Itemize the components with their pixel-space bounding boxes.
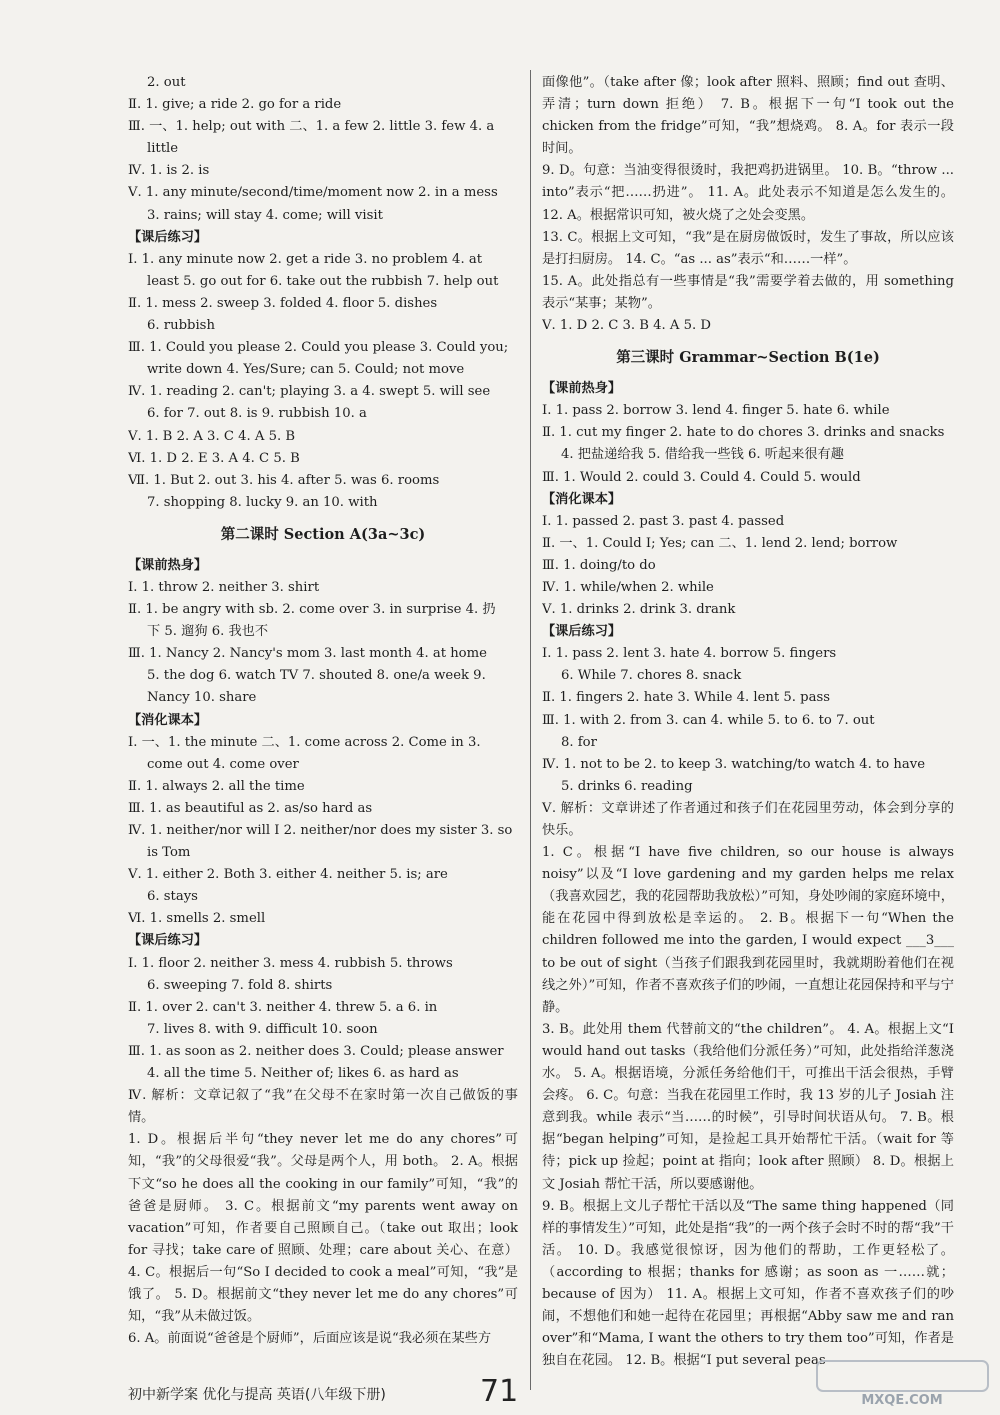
answer-line: Ⅱ. 1. cut my finger 2. hate to do chores 3. drinks and snacks: [542, 425, 945, 441]
answer-line: Ⅲ. 1. as soon as 2. neither does 3. Could; please answer: [128, 1043, 504, 1059]
answer-line: Ⅰ. 1. floor 2. neither 3. mess 4. rubbish 5. throws: [128, 955, 453, 971]
answer-line: 下 5. 遛狗 6. 我也不: [147, 624, 269, 640]
answer-line: Ⅴ. 1. either 2. Both 3. either 4. neither 5. is; are: [128, 867, 448, 883]
answer-line: Ⅱ. 1. give; a ride 2. go for a ride: [128, 97, 342, 113]
answer-paragraph: 6. A。前面说“爸爸是个厨师”，后面应该是说“我必须在某些方: [128, 1331, 492, 1347]
answer-paragraph: Ⅳ. 解析：文章记叙了“我”在父母不在家时第一次自己做饭的事情。: [128, 1088, 518, 1126]
answer-line: is Tom: [147, 845, 191, 861]
answer-line: 3. rains; will stay 4. come; will visit: [147, 207, 383, 223]
answer-paragraph: 13. C。根据上文可知，“我”是在厨房做饭时，发生了事故，所以应该是打扫厨房。 14. C。“as ... as”表示“和……一样”。: [542, 229, 954, 267]
answer-line: Ⅰ. 1. any minute now 2. get a ride 3. no problem 4. at: [128, 251, 482, 267]
answer-line: Ⅰ. 1. pass 2. borrow 3. lend 4. finger 5. hate 6. while: [542, 403, 890, 419]
answer-line: Ⅳ. 1. is 2. is: [128, 163, 210, 179]
answer-line: come out 4. come over: [147, 756, 299, 772]
answer-line: Ⅳ. 1. not to be 2. to keep 3. watching/to watch 4. to have: [542, 756, 926, 772]
answer-line: little: [147, 141, 179, 157]
answer-line: Ⅴ. 1. any minute/second/time/moment now 2. in a mess: [128, 185, 498, 201]
section-label: 【课前热身】: [128, 557, 208, 573]
answer-paragraph: 9. B。根据上文儿子帮忙干活以及“The same thing happened（同样的事情发生）”可知，此处是指“我”的一两个孩子会时不时的帮“我”干活。 10. D。我感觉很惊讶，因为他们的帮助，工作更轻松了。（according to 根据；thanks for 感谢；as soon as 一……就；because of 因为） 11. A。根据上文可知，作者不喜欢孩子们的吵闹，不想他们和她一起待在花园里；再根据“Abby saw me and ran over”和“Mama, I want the others to try them too”可知，作者是独自在花园。 12. B。根据“I put several peas: [542, 1198, 954, 1369]
answer-line: 4. 把盐递给我 5. 借给我一些钱 6. 听起来很有趣: [561, 447, 844, 463]
answer-line: 7. shopping 8. lucky 9. an 10. with: [147, 494, 378, 510]
answer-line: Ⅲ. 1. doing/to do: [542, 557, 656, 573]
column-divider: [530, 70, 531, 1390]
answer-line: Ⅶ. 1. But 2. out 3. his 4. after 5. was 6. rooms: [128, 472, 440, 488]
answer-line: Ⅴ. 1. D 2. C 3. B 4. A 5. D: [542, 318, 711, 334]
answer-line: Ⅲ. 1. Could you please 2. Could you please 3. Could you;: [128, 340, 509, 356]
answer-line: 4. all the time 5. Neither of; likes 6. as hard as: [147, 1066, 459, 1082]
answer-line: Ⅲ. 1. Nancy 2. Nancy's mom 3. last month 4. at home: [128, 646, 487, 662]
answer-line: 5. the dog 6. watch TV 7. shouted 8. one/a week 9.: [147, 668, 486, 684]
answer-line: Ⅲ. 1. with 2. from 3. can 4. while 5. to 6. to 7. out: [542, 712, 875, 728]
section-label: 【消化课本】: [128, 712, 208, 728]
answer-line: 2. out: [147, 75, 186, 90]
section-label: 【课前热身】: [542, 381, 622, 397]
answer-line: Ⅱ. 1. fingers 2. hate 3. While 4. lent 5. pass: [542, 690, 830, 706]
answer-line: Ⅰ. 1. throw 2. neither 3. shirt: [128, 579, 320, 595]
section-label: 【课后练习】: [128, 933, 208, 949]
watermark-logo: [815, 1359, 990, 1409]
right-column: [542, 72, 954, 1372]
answer-line: Ⅰ. 一、1. the minute 二、1. come across 2. Come in 3.: [128, 734, 481, 750]
answer-line: Ⅲ. 1. Would 2. could 3. Could 4. Could 5. would: [542, 469, 861, 485]
answer-paragraph: Ⅴ. 解析：文章讲述了作者通过和孩子们在花园里劳动，体会到分享的快乐。: [542, 800, 954, 838]
answer-line: 6. While 7. chores 8. snack: [561, 668, 742, 684]
answer-paragraph: 15. A。此处指总有一些事情是“我”需要学着去做的，用 something 表示“某事；某物”。: [542, 273, 954, 311]
answer-line: Ⅳ. 1. while/when 2. while: [542, 579, 714, 595]
answer-line: Ⅱ. 1. over 2. can't 3. neither 4. threw 5. a 6. in: [128, 999, 438, 1015]
section-heading: 第三课时 Grammar~Section B(1e): [616, 349, 880, 367]
answer-paragraph: 1. D。根据后半句“they never let me do any chores”可知，“我”的父母很爱“我”。父母是两个人，用 both。 2. A。根据下文“so he does all the cooking in our family”可知，“我”的爸爸是厨师。 3. C。根据前文“my parents went away on vacation”可知，作者要自己照顾自己。（take out 取出；look for 寻找；take care of 照顾、处理；care about 关心、在意） 4. C。根据后一句“So I decided to cook a meal”可知，“我”是饿了。 5. D。根据前文“they never let me do any chores”可知，“我”从未做过饭。: [128, 1132, 518, 1325]
watermark-text: MXQE.COM: [861, 1393, 943, 1408]
answer-line: Nancy 10. share: [147, 690, 257, 706]
answer-line: Ⅲ. 一、1. help; out with 二、1. a few 2. little 3. few 4. a: [128, 119, 495, 135]
answer-paragraph: 面像他”。（take after 像；look after 照料、照顾；find out 查明、弄清；turn down 拒绝） 7. B。根据下一句“I took out the chicken from the fridge”可知，“我”想烧鸡。 8. A。for 表示一段时间。: [542, 75, 954, 157]
section-label: 【课后练习】: [128, 229, 208, 245]
answer-line: 5. drinks 6. reading: [561, 778, 693, 794]
answer-line: Ⅱ. 1. mess 2. sweep 3. folded 4. floor 5. dishes: [128, 295, 438, 311]
answer-line: Ⅰ. 1. pass 2. lent 3. hate 4. borrow 5. fingers: [542, 646, 837, 662]
section-label: 【消化课本】: [542, 491, 622, 507]
answer-line: 7. lives 8. with 9. difficult 10. soon: [147, 1021, 378, 1037]
answer-paragraph: 9. D。句意：当油变得很烫时，我把鸡扔进锅里。 10. B。“throw ... into”表示“把……扔进”。 11. A。此处表示不知道是怎么发生的。 12. A。根据常识可知，被火烧了之处会变黑。: [542, 163, 954, 223]
answer-line: Ⅴ. 1. B 2. A 3. C 4. A 5. B: [128, 428, 296, 444]
answer-line: Ⅵ. 1. D 2. E 3. A 4. C 5. B: [128, 450, 300, 466]
section-heading: 第二课时 Section A(3a~3c): [220, 525, 426, 543]
answer-line: 6. rubbish: [147, 318, 215, 334]
answer-line: Ⅳ. 1. neither/nor will I 2. neither/nor does my sister 3. so: [128, 823, 513, 838]
answer-line: least 5. go out for 6. take out the rubbish 7. help out: [147, 273, 499, 289]
book-title: 初中新学案 优化与提高 英语(八年级下册): [128, 1387, 386, 1403]
answer-line: Ⅰ. 1. passed 2. past 3. past 4. passed: [542, 513, 785, 529]
left-column: [128, 72, 518, 1350]
answer-line: Ⅱ. 1. always 2. all the time: [128, 778, 305, 794]
section-label: 【课后练习】: [542, 624, 622, 640]
answer-line: 6. stays: [147, 889, 198, 905]
answer-line: 8. for: [561, 734, 597, 750]
answer-line: 6. for 7. out 8. is 9. rubbish 10. a: [147, 406, 367, 422]
answer-line: 6. sweeping 7. fold 8. shirts: [147, 977, 333, 993]
page-number: 71: [480, 1374, 519, 1409]
answer-line: Ⅵ. 1. smells 2. smell: [128, 911, 266, 927]
answer-line: write down 4. Yes/Sure; can 5. Could; not move: [147, 362, 465, 378]
answer-line: Ⅱ. 一、1. Could I; Yes; can 二、1. lend 2. lend; borrow: [542, 535, 898, 551]
answer-paragraph: 1. C。根据“I have five children, so our house is always noisy”以及“I love gardening and my garden helps me relax（我喜欢园艺，我的花园帮助我放松）”可知，身处吵闹的家庭环境中，能在花园中得到放松是幸运的。 2. B。根据下一句“When the children followed me into the garden, I would expect ___3___ to be out of sight（当孩子们跟我到花园里时，我就期盼着他们在视线之外）”可知，作者不喜欢孩子们的吵闹，一直想让花园保持和平与宁静。: [542, 845, 954, 1015]
answer-line: Ⅱ. 1. be angry with sb. 2. come over 3. in surprise 4. 扔: [128, 602, 496, 618]
answer-paragraph: 3. B。此处用 them 代替前文的“the children”。 4. A。根据上文“I would hand out tasks（我给他们分派任务）”可知，此处指给洋葱浇水。 5. A。根据语境，分派任务给他们干，可推出干活会很热，手臂会疼。 6. C。句意：当我在花园里工作时，我 13 岁的儿子 Josiah 注意到我。while 表示“当……的时候”，引导时间状语从句。 7. B。根据“began helping”可知，是捡起工具开始帮忙干活。（wait for 等待；pick up 捡起；point at 指向；look after 照顾） 8. D。根据上文 Josiah 帮忙干活，所以要感谢他。: [542, 1021, 954, 1192]
answer-line: Ⅴ. 1. drinks 2. drink 3. drank: [542, 602, 736, 618]
answer-line: Ⅲ. 1. as beautiful as 2. as/so hard as: [128, 800, 373, 816]
answer-line: Ⅳ. 1. reading 2. can't; playing 3. a 4. swept 5. will see: [128, 384, 491, 400]
